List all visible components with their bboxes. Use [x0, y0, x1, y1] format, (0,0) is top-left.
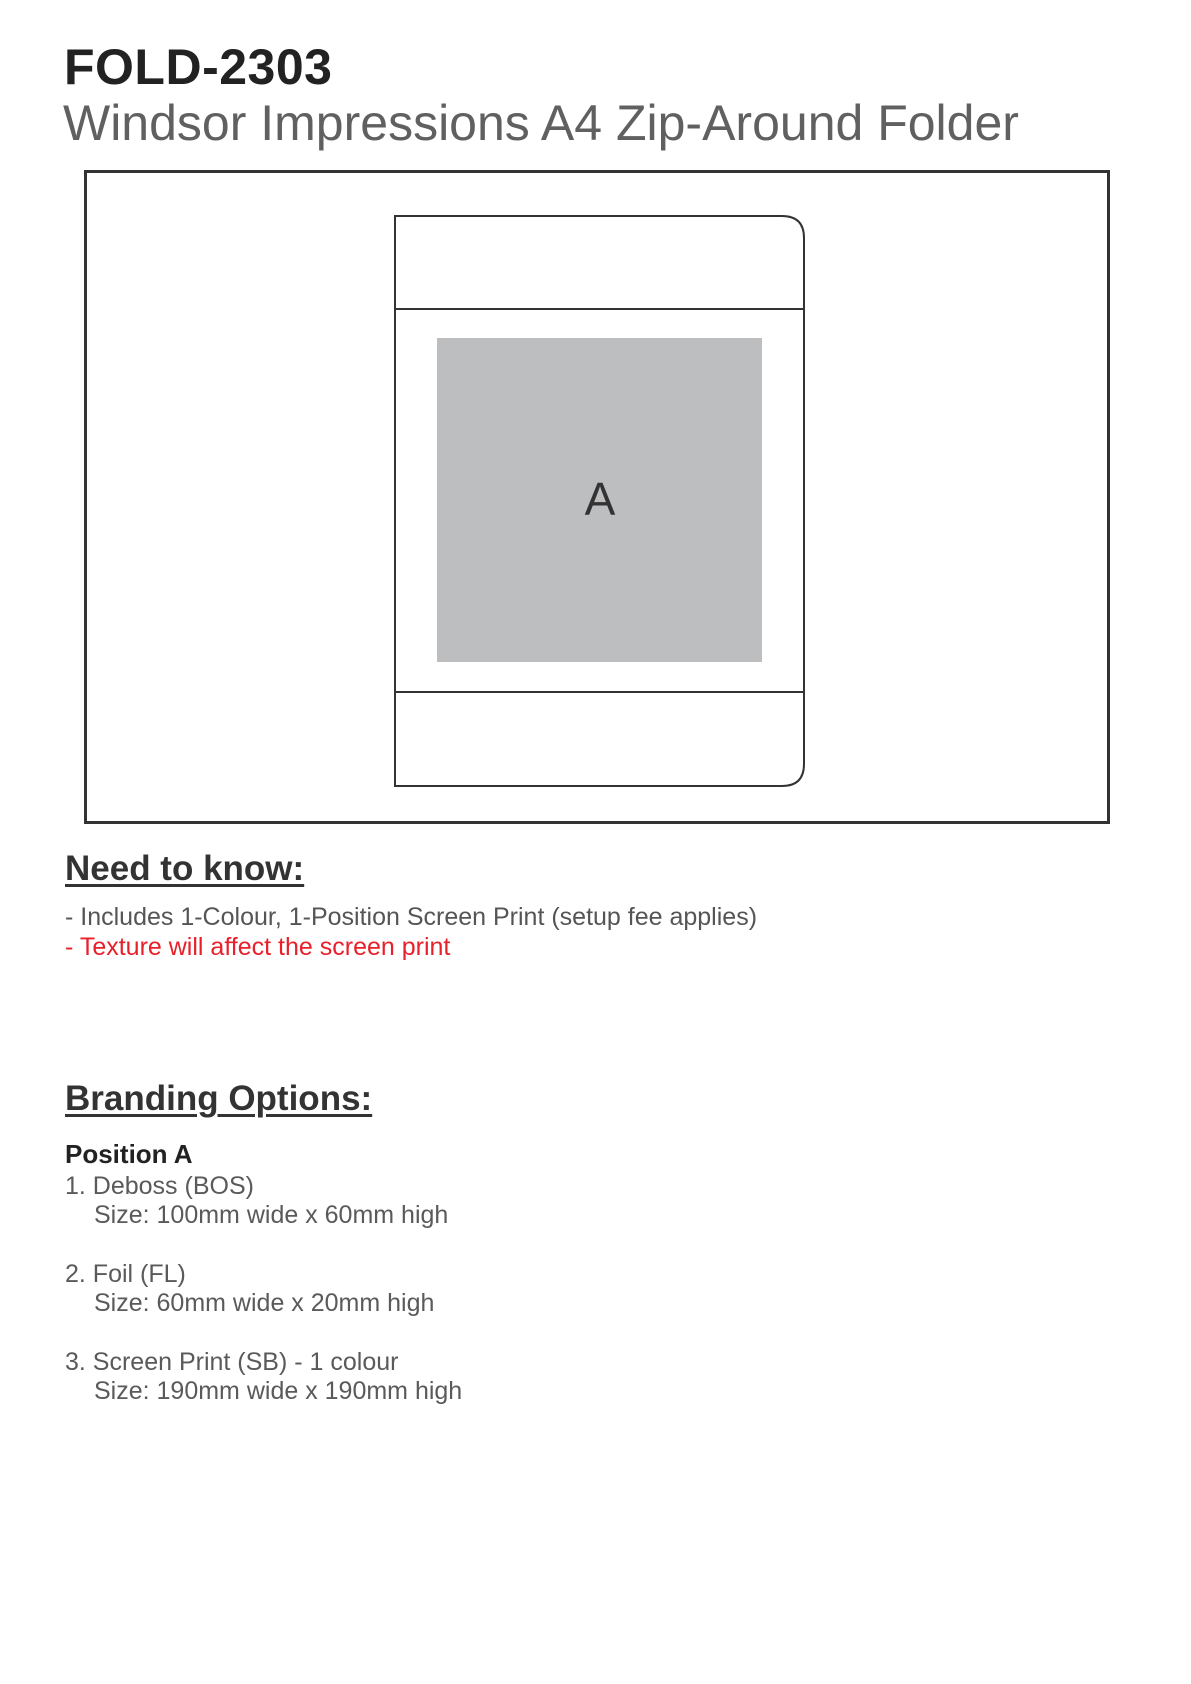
product-diagram [84, 170, 1110, 824]
folder-illustration [87, 173, 1107, 821]
option-size: Size: 190mm wide x 190mm high [94, 1377, 463, 1405]
product-code: FOLD-2303 [64, 39, 333, 95]
note-texture-warning: - Texture will affect the screen print [65, 933, 451, 961]
note-screen-print: - Includes 1-Colour, 1-Position Screen Print (setup fee applies) [65, 903, 758, 931]
option-size: Size: 100mm wide x 60mm high [94, 1201, 449, 1229]
option-label: 3. Screen Print (SB) - 1 colour [65, 1348, 399, 1376]
branding-options-heading: Branding Options: [65, 1079, 373, 1118]
option-label: 2. Foil (FL) [65, 1260, 186, 1288]
position-a-label: Position A [65, 1139, 193, 1169]
branding-option-screen-print [65, 1348, 462, 1406]
branding-option-foil [65, 1260, 434, 1318]
option-size: Size: 60mm wide x 20mm high [94, 1289, 435, 1317]
product-name: Windsor Impressions A4 Zip-Around Folder [63, 95, 1019, 151]
need-to-know-heading: Need to know: [65, 849, 305, 888]
branding-option-deboss [65, 1172, 448, 1230]
print-area-label: A [584, 473, 616, 525]
option-label: 1. Deboss (BOS) [65, 1172, 254, 1200]
